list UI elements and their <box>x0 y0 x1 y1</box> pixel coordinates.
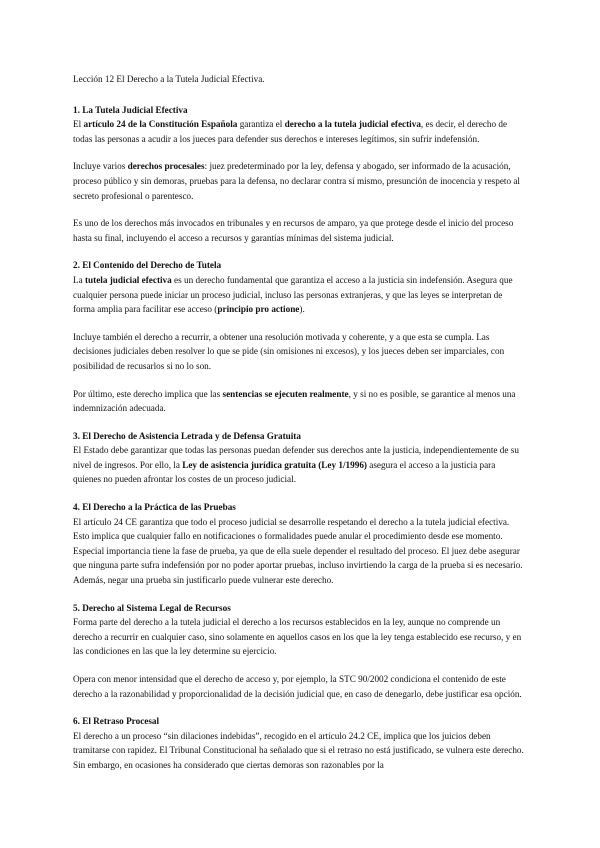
section-4 <box>73 500 525 588</box>
section-5-paragraph-2: Opera con menor intensidad que el derecho de acceso y, por ejemplo, la STC 90/2002 condiciona el contenido de este derecho a la razonabilidad y proporcionalidad de la decisión judicial que, en caso de denegarlo, debe justificar esa opción. <box>73 674 522 699</box>
section-1 <box>73 103 525 246</box>
section-6-heading: 6. El Retraso Procesal <box>73 716 160 727</box>
section-1-paragraph-1: El artículo 24 de la Constitución Española garantiza el derecho a la tutela judicial efectiva, es decir, el derecho de todas las personas a acudir a los jueces para defender sus derechos e intereses legítimos, sin sufrir indefensión. <box>73 119 508 144</box>
section-5 <box>73 601 525 702</box>
section-2-paragraph-2: Incluye también el derecho a recurrir, a obtener una resolución motivada y coherente, y a que esta se cumpla. Las decisiones judiciales deben resolver lo que se pide (sin omisiones ni excesos), y los jueces deben ser imparciales, con posibilidad de recusarlos si no lo son. <box>73 331 505 371</box>
section-6-paragraph-1: El derecho a un proceso “sin dilaciones indebidas”, recogido en el artículo 24.2 CE, implica que los juicios deben tramitarse con rapidez. El Tribunal Constitucional ha señalado que si el retraso no está justificado, se vulnera este derecho. Sin embargo, en ocasiones ha considerado que ciertas demoras son razonables por la <box>73 730 524 770</box>
section-5-heading: 5. Derecho al Sistema Legal de Recursos <box>73 602 231 613</box>
document-page <box>73 72 525 786</box>
section-3-heading: 3. El Derecho de Asistencia Letrada y de Defensa Gratuita <box>73 430 301 441</box>
section-1-paragraph-2: Incluye varios derechos procesales: juez predeterminado por la ley, defensa y abogado, ser informado de la acusación, proceso público y sin demoras, pruebas para la defensa, no declarar contra sí mismo, presunción de inocencia y respeto al secreto profesional o parentesco. <box>73 161 520 201</box>
section-2 <box>73 258 525 415</box>
section-3 <box>73 429 525 487</box>
section-2-paragraph-1: La tutela judicial efectiva es un derecho fundamental que garantiza el acceso a la justicia sin indefensión. Asegura que cualquier persona puede iniciar un proceso judicial, incluso las personas extranjeras, y que las leyes se interpretan de forma amplia para facilitar ese acceso (principio pro actione). <box>73 274 513 315</box>
document-title: Lección 12 El Derecho a la Tutela Judicial Efectiva. <box>73 74 265 84</box>
section-5-paragraph-1: Forma parte del derecho a la tutela judicial el derecho a los recursos establecidos en la ley, aunque no comprende un derecho a recurrir en cualquier caso, sino solamente en aquellos casos en los que la ley tenga establecido ese recurso, y en las condiciones en las que la ley determine su ejercicio. <box>73 617 522 657</box>
section-1-heading: 1. La Tutela Judicial Efectiva <box>73 104 188 115</box>
section-4-paragraph-1: El artículo 24 CE garantiza que todo el proceso judicial se desarrolle respetando el derecho a la tutela judicial efectiva. Esto implica que cualquier fallo en notificaciones o formalidades puede anular el procedimiento desde ese momento. Especial importancia tiene la fase de prueba, ya que de ella suele depender el resultado del proceso. El juez debe asegurar que ninguna parte sufra indefensión por no poder aportar pruebas, incluso invirtiendo la carga de la prueba si es necesario. Además, negar una prueba sin justificarlo puede vulnerar este derecho. <box>73 516 523 586</box>
section-2-paragraph-3: Por último, este derecho implica que las sentencias se ejecuten realmente, y si no es posible, se garantice al menos una indemnización adecuada. <box>73 388 516 414</box>
section-1-paragraph-3: Es uno de los derechos más invocados en tribunales y en recursos de amparo, ya que protege desde el inicio del proceso hasta su final, incluyendo el acceso a recursos y garantías mínimas del sistema judicial. <box>73 218 514 243</box>
section-6 <box>73 714 525 772</box>
section-3-paragraph-1: El Estado debe garantizar que todas las personas puedan defender sus derechos ante la justicia, independientemente de su nivel de ingresos. Por ello, la Ley de asistencia jurídica gratuita (Ley 1/1996) asegura el acceso a la justicia para quienes no pueden afrontar los costes de un proceso judicial. <box>73 445 519 485</box>
section-4-heading: 4. El Derecho a la Práctica de las Pruebas <box>73 502 236 513</box>
section-2-heading: 2. El Contenido del Derecho de Tutela <box>73 260 222 271</box>
